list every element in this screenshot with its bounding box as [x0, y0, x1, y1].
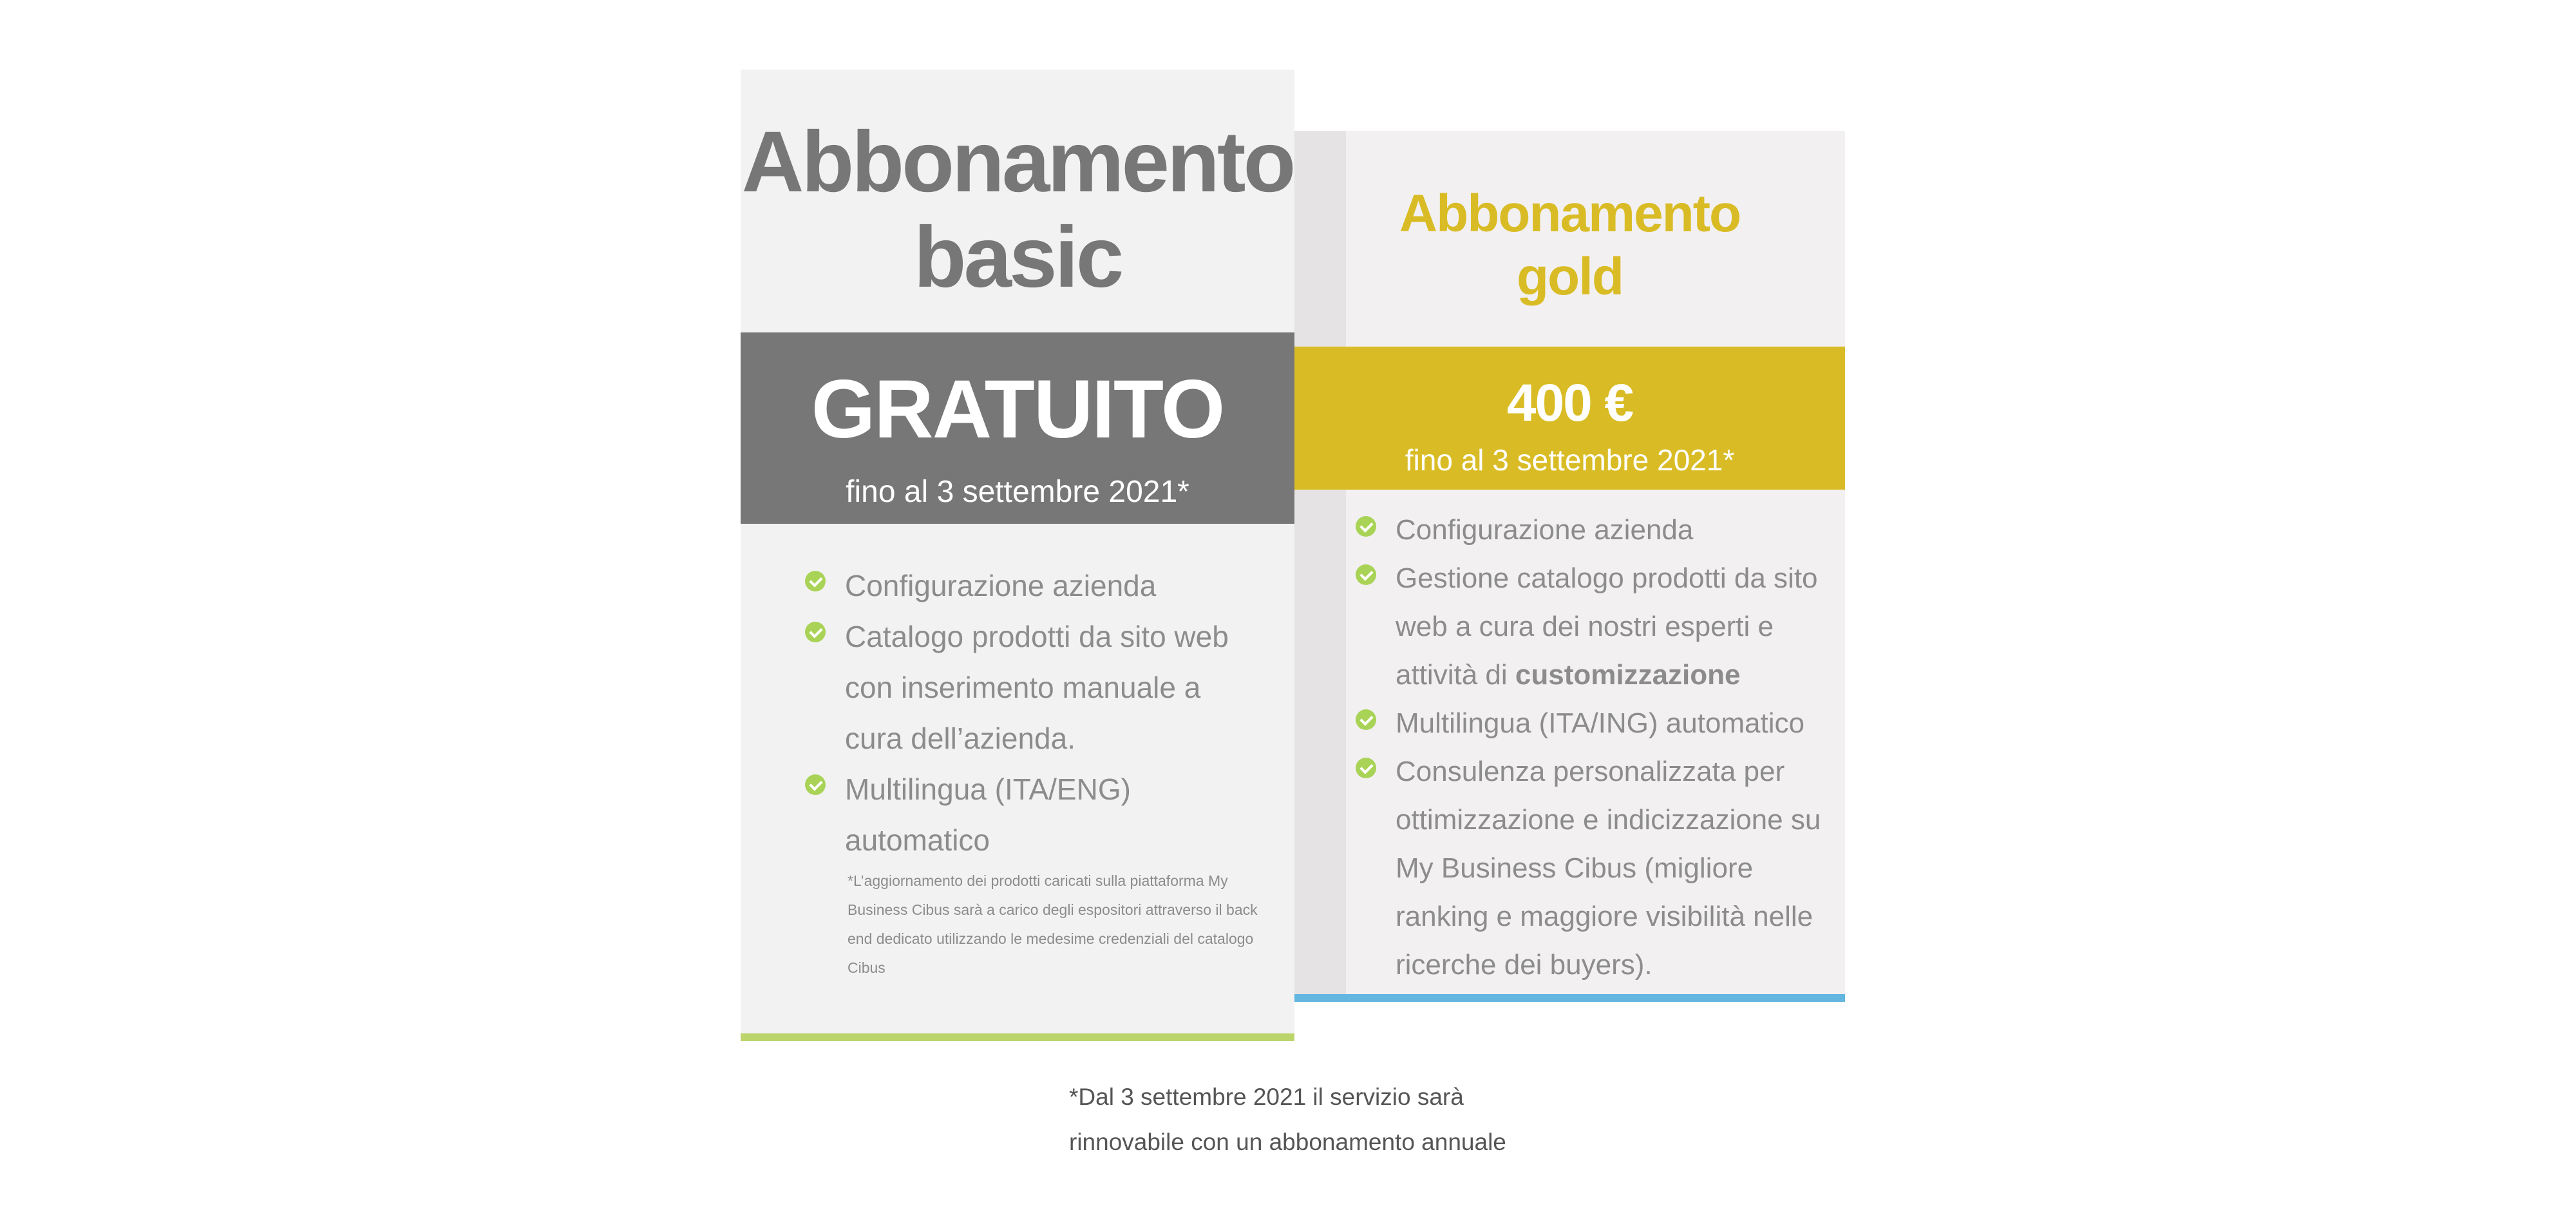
gold-plan-title: Abbonamento gold [1399, 184, 1741, 306]
list-item: Configurazione azienda [1356, 506, 1832, 554]
list-item: Gestione catalogo prodotti da sito web a cura dei nostri esperti e attività di customizzazione [1356, 554, 1832, 699]
basic-plan-title: Abbonamento basic [741, 114, 1294, 305]
customizzazione-emphasis: customizzazione [1515, 659, 1741, 691]
gold-price: 400 € [1506, 374, 1633, 432]
gold-plan-card [1294, 131, 1845, 1002]
basic-price-band [741, 332, 1294, 524]
check-circle-icon [805, 622, 826, 642]
check-circle-icon [1356, 758, 1376, 778]
check-circle-icon [1356, 516, 1376, 537]
basic-plan-card [741, 70, 1294, 1041]
list-item: Multilingua (ITA/ENG) automatico [805, 764, 1256, 866]
gold-accent-bar [1294, 994, 1845, 1002]
gold-validity: fino al 3 settembre 2021* [1405, 443, 1735, 477]
check-circle-icon [805, 774, 826, 795]
basic-price: GRATUITO [811, 363, 1224, 455]
list-item: Catalogo prodotti da sito web con inserimento manuale a cura dell’azienda. [805, 611, 1256, 764]
basic-feature-list [805, 561, 1256, 866]
list-item: Configurazione azienda [805, 561, 1256, 611]
gold-feature-list [1356, 506, 1832, 989]
check-circle-icon [1356, 564, 1376, 585]
list-item: Consulenza personalizzata per ottimizzazione e indicizzazione su My Business Cibus (migliore ranking e maggiore visibilità nelle ricerche dei buyers). [1356, 747, 1832, 989]
basic-footnote: *L’aggiornamento dei prodotti caricati sulla piattaforma My Business Cibus sarà a carico degli espositori attraverso il back end dedicato utilizzando le medesime credenziali del catalogo Cibus [848, 872, 1258, 976]
renewal-note: *Dal 3 settembre 2021 il servizio sarà rinnovabile con un abbonamento annuale [1069, 1084, 1506, 1155]
check-circle-icon [805, 571, 826, 591]
gold-price-band [1294, 347, 1845, 490]
check-circle-icon [1356, 709, 1376, 730]
basic-validity: fino al 3 settembre 2021* [846, 475, 1189, 509]
basic-accent-bar [741, 1033, 1294, 1041]
list-item: Multilingua (ITA/ING) automatico [1356, 699, 1832, 747]
